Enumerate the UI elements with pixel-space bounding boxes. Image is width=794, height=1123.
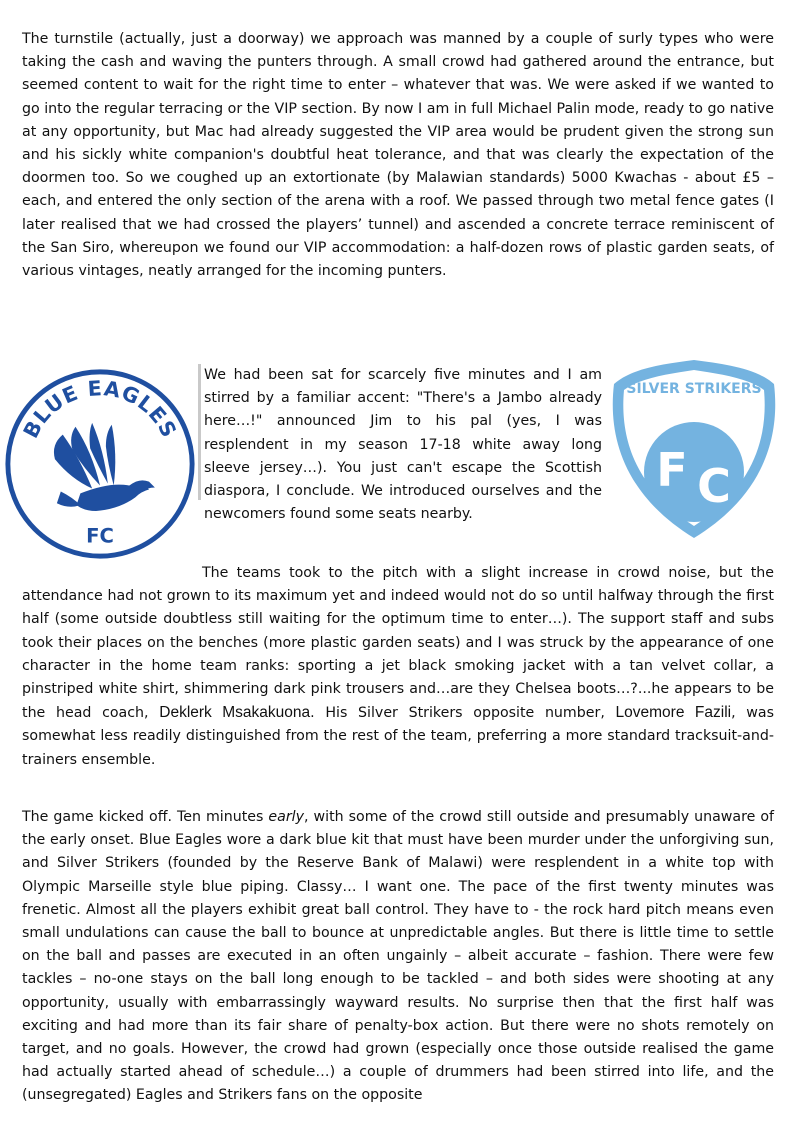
paragraph-teams: [22, 562, 774, 772]
home-coach-name: Deklerk Msakakuona: [159, 704, 311, 722]
p4-text-a: The game kicked off. Ten minutes: [22, 809, 269, 825]
logo-right-top-text: SILVER STRIKERS: [626, 381, 762, 397]
p4-text-b: , with some of the crowd still outside and presumably unaware of the early onset. Blue Eagles wore a dark blue kit that must have been murder under the unforgiving sun, and Silver Strikers (founded by the Reserve Bank of Malawi) were resplendent in a white top with Olympic Marseille style blue piping. Classy… I want one. The pace of the first twenty minutes was frenetic. Almost all the players exhibit great ball control. They have to - the rock hard pitch means even small undulations can cause the ball to bounce at unpredictable angles. But there is little time to settle on the ball and passes are executed in an often ungainly – albeit accurate – fashion. There were few tackles – no-one stays on the ball long enough to be tackled – and both sides were shooting at any opportunity, usually with embarrassingly wayward results. No surprise then that the first half was exciting and had more than its fair share of penalty-box action. But there were no shots remotely on target, and no goals. However, the crowd had grown (especially once those outside realised the game had actually started ahead of schedule…) a couple of drummers had been stirred into life, and the (unsegregated) Eagles and Strikers fans on the opposite: [22, 809, 775, 1104]
paragraph-jambo: We had been sat for scarcely five minutes and I am stirred by a familiar accent: "There's a Jambo already here…!" announced Jim to his pal (yes, I was resplendent in my season 17-18 white away long sleeve jersey…). You just can't escape the Scottish diaspora, I conclude. We introduced ourselves and the newcomers found some seats nearby.: [204, 367, 602, 523]
p3-text-b: . His Silver Strikers opposite number,: [310, 705, 616, 722]
silver-strikers-logo: [604, 354, 784, 544]
p3-text-a: The teams took to the pitch with a slight increase in crowd noise, but the attendance had not grown to its maximum yet and indeed would not do so until halfway through the first half (some outside doubtless still waiting for the optimum time to enter…). The support staff and subs took their places on the benches (more plastic garden seats) and I was struck by the appearance of one character in the home team ranks: sporting a jet black smoking jacket with a tan velvet collar, a pinstriped white shirt, shimmering dark pink trousers and…are they Chelsea boots…?...he appears to be the head coach,: [22, 565, 774, 722]
paragraph-kickoff: [22, 806, 774, 1108]
quote-rule: [198, 364, 201, 500]
p4-emphasis: early: [268, 809, 305, 825]
p3-text-c: , was somewhat less readily distinguished from the rest of the team, preferring a more standard tracksuit-and-trainers ensemble.: [22, 705, 774, 768]
logo-left-top-text: BLUE EAGLES: [18, 376, 182, 442]
logo-right-letter-f: F: [656, 443, 688, 497]
paragraph-turnstile: The turnstile (actually, just a doorway) we approach was manned by a couple of surly types who were taking the cash and waving the punters through. A small crowd had gathered around the entrance, but seemed content to wait for the right time to enter – whatever that was. We were asked if we wanted to go into the regular terracing or the VIP section. By now I am in full Michael Palin mode, ready to go native at any opportunity, but Mac had already suggested the VIP area would be prudent given the strong sun and his sickly white companion's doubtful heat tolerance, and that was clearly the expectation of the doormen too. So we coughed up an extortionate (by Malawian standards) 5000 Kwachas - about £5 – each, and entered the only section of the arena with a roof. We passed through two metal fence gates (I later realised that we had crossed the players’ tunnel) and ascended a concrete terrace reminiscent of the San Siro, whereupon we found our VIP accommodation: a half-dozen rows of plastic garden seats, of various vintages, neatly arranged for the incoming punters.: [22, 31, 774, 280]
away-coach-name: Lovemore Fazili: [615, 704, 732, 722]
logo-left-bottom-text: FC: [86, 524, 114, 548]
logo-right-letter-c: C: [697, 459, 731, 513]
blue-eagles-logo: [2, 366, 198, 562]
